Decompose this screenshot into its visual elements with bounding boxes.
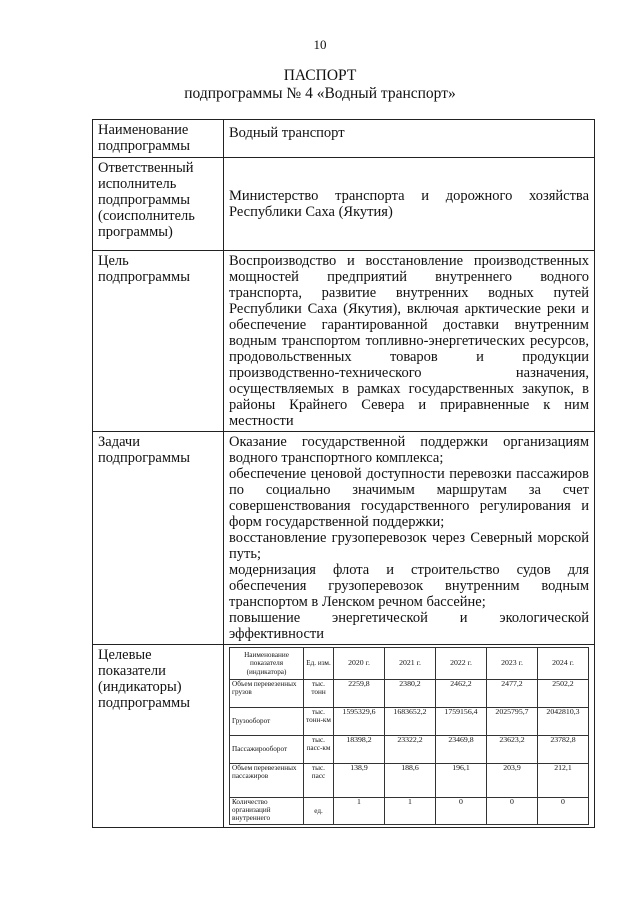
indicator-value: 1 (385, 798, 436, 825)
indicator-value: 1759156,4 (436, 708, 487, 736)
row-responsible-executor (93, 158, 595, 251)
indicators-header-row (230, 648, 589, 680)
indicator-value: 138,9 (334, 764, 385, 798)
row-target-indicators (93, 645, 595, 828)
passport-title (0, 67, 640, 103)
header-year: 2023 г. (487, 648, 538, 680)
indicator-unit: тыс. пасс (304, 764, 334, 798)
indicator-value: 1683652,2 (385, 708, 436, 736)
indicator-value: 2259,8 (334, 680, 385, 708)
indicator-value: 23322,2 (385, 736, 436, 764)
indicator-value: 23782,8 (538, 736, 589, 764)
label-subprogram-name: Наименование подпрограммы (93, 120, 224, 158)
indicator-value: 0 (487, 798, 538, 825)
label-tasks: Задачи подпрограммы (93, 432, 224, 645)
indicator-value: 23623,2 (487, 736, 538, 764)
indicator-unit: тыс. пасс-км (304, 736, 334, 764)
indicator-name: Объем перевезенных грузов (230, 680, 304, 708)
indicators-table (229, 647, 589, 825)
indicator-value: 2025795,7 (487, 708, 538, 736)
indicator-value: 18398,2 (334, 736, 385, 764)
row-subprogram-name (93, 120, 595, 158)
indicator-value: 23469,8 (436, 736, 487, 764)
task-item: обеспечение ценовой доступности перевозки пассажиров по социально значимым маршрутам за счет совершенствования государственного регулирования и форм государственной поддержки; (229, 466, 589, 530)
table-row (230, 680, 589, 708)
indicator-name: Количество организаций внутреннего (230, 798, 304, 825)
label-responsible-executor: Ответственный исполнитель подпрограммы (соисполнитель программы) (93, 158, 224, 251)
indicator-value: 1 (334, 798, 385, 825)
title-line-2: подпрограммы № 4 «Водный транспорт» (184, 85, 456, 102)
table-row (230, 798, 589, 825)
indicator-name: Пассажирооборот (230, 736, 304, 764)
page-number: 10 (313, 37, 327, 52)
indicator-value: 188,6 (385, 764, 436, 798)
indicator-unit: ед. (304, 798, 334, 825)
indicator-value: 196,1 (436, 764, 487, 798)
value-subprogram-name: Водный транспорт (224, 120, 595, 158)
label-goal: Цель подпрограммы (93, 251, 224, 432)
header-year: 2022 г. (436, 648, 487, 680)
value-target-indicators (224, 645, 595, 828)
task-item: повышение энергетической и экологической эффективности (229, 610, 589, 642)
table-row (230, 764, 589, 798)
row-goal (93, 251, 595, 432)
value-goal: Воспроизводство и восстановление производственных мощностей предприятий внутреннего водного транспорта, развитие внутренних водных путей Республики Саха (Якутия), включая арктические реки и обеспечение гарантированной доставки внутренним водным транспортом топливно-энергетических ресурсов, продовольственных товаров и продукции производственно-технического назначения, осуществляемых в рамках государственных закупок, в районы Крайнего Севера и приравненные к ним местности (224, 251, 595, 432)
task-item: Оказание государственной поддержки организациям водного транспортного комплекса; (229, 434, 589, 466)
indicator-value: 2477,2 (487, 680, 538, 708)
value-responsible-executor: Министерство транспорта и дорожного хозяйства Республики Саха (Якутия) (224, 158, 595, 251)
indicator-name: Объем перевезенных пассажиров (230, 764, 304, 798)
indicator-value: 212,1 (538, 764, 589, 798)
table-row (230, 708, 589, 736)
indicator-unit: тыс. тонн-км (304, 708, 334, 736)
indicator-name: Грузооборот (230, 708, 304, 736)
task-item: восстановление грузоперевозок через Северный морской путь; (229, 530, 589, 562)
indicator-value: 2380,2 (385, 680, 436, 708)
indicator-value: 1595329,6 (334, 708, 385, 736)
indicator-value: 2042810,3 (538, 708, 589, 736)
indicator-value: 2462,2 (436, 680, 487, 708)
passport-table (92, 119, 595, 828)
label-target-indicators: Целевые показатели (индикаторы) подпрограммы (93, 645, 224, 828)
indicator-value: 0 (436, 798, 487, 825)
indicator-unit: тыс. тонн (304, 680, 334, 708)
row-tasks (93, 432, 595, 645)
header-year: 2020 г. (334, 648, 385, 680)
header-year: 2024 г. (538, 648, 589, 680)
header-unit: Ед. изм. (304, 648, 334, 680)
title-line-1: ПАСПОРТ (283, 67, 357, 84)
header-year: 2021 г. (385, 648, 436, 680)
task-item: модернизация флота и строительство судов для обеспечения грузоперевозок внутренним водным транспортом в Ленском речном бассейне; (229, 562, 589, 610)
header-indicator-name: Наименование показателя (индикатора) (230, 648, 304, 680)
indicator-value: 0 (538, 798, 589, 825)
table-row (230, 736, 589, 764)
value-tasks (224, 432, 595, 645)
indicator-value: 2502,2 (538, 680, 589, 708)
indicator-value: 203,9 (487, 764, 538, 798)
